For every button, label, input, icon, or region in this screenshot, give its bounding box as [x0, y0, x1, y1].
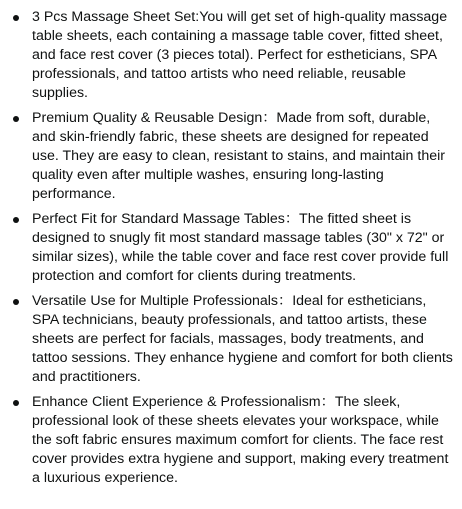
bullet-dot-icon [13, 116, 19, 122]
feature-text: 3 Pcs Massage Sheet Set:You will get set of high-quality massage table sheets, each containing a massage table cover, fitted sheet, and face rest cover (3 pieces total). Perfect for estheticians, SPA professionals, and tattoo artists who need reliable, reusable supplies. [32, 9, 448, 101]
feature-text: Enhance Client Experience & Professionalism：The sleek, professional look of these sheets elevates your workspace, while the soft fabric ensures maximum comfort for clients. The face rest cover provides extra hygiene and support, making every treatment a luxurious experience. [32, 394, 449, 486]
bullet-dot-icon [13, 15, 19, 21]
feature-item-set-contents [32, 8, 456, 103]
feature-text: Versatile Use for Multiple Professionals：Ideal for estheticians, SPA technicians, beauty professionals, and tattoo artists, these sheets are perfect for facials, massages, body treatments, and tattoo sessions. They enhance hygiene and comfort for both clients and practitioners. [32, 293, 453, 385]
bullet-dot-icon [13, 217, 19, 223]
feature-text: Perfect Fit for Standard Massage Tables：The fitted sheet is designed to snugly fit most standard massage tables (30" x 72" or similar sizes), while the table cover and face rest cover provide full protection and comfort for clients during treatments. [32, 211, 449, 284]
bullet-dot-icon [13, 400, 19, 406]
feature-text: Premium Quality & Reusable Design：Made from soft, durable, and skin-friendly fabric, these sheets are designed for repeated use. They are easy to clean, resistant to stains, and maintain their quality even after multiple washes, ensuring long-lasting performance. [32, 110, 445, 202]
feature-item-versatile-use [32, 292, 456, 387]
bullet-dot-icon [13, 299, 19, 305]
feature-item-quality [32, 109, 456, 204]
feature-item-fit [32, 210, 456, 286]
feature-item-client-experience [32, 393, 456, 488]
